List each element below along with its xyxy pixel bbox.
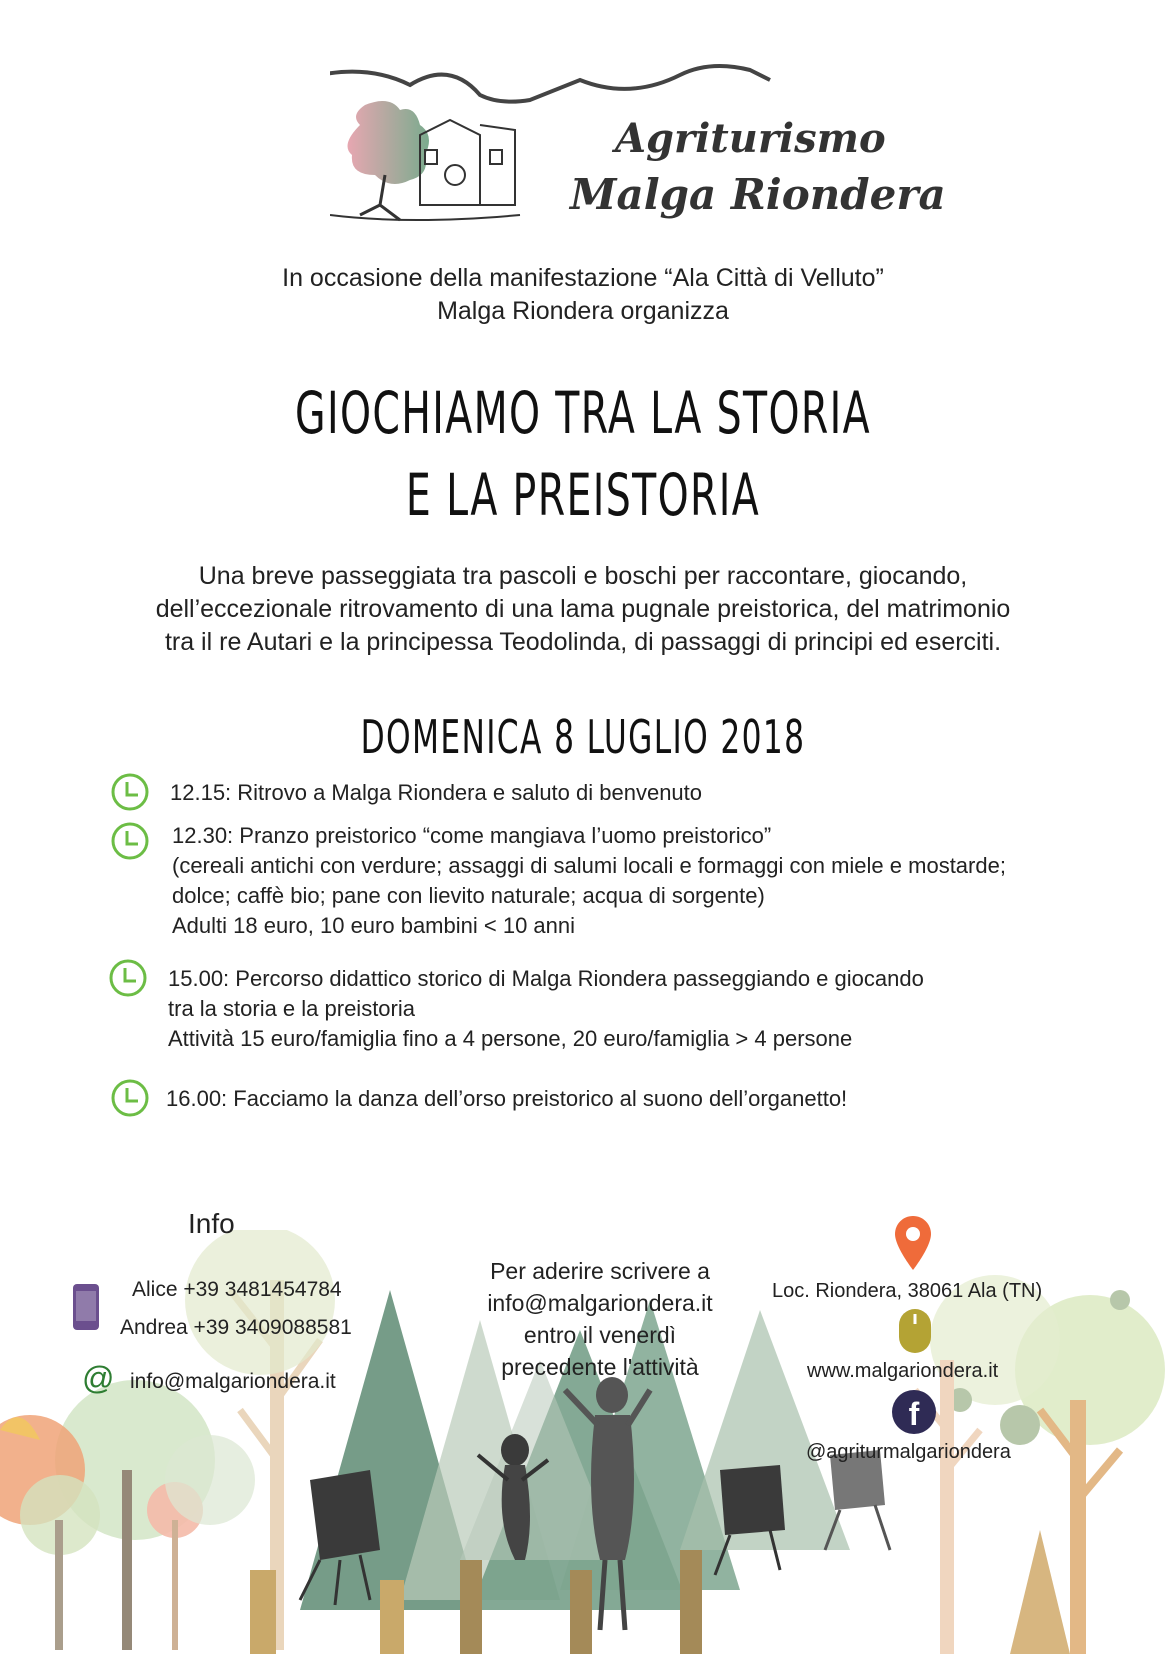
logo [330,55,946,245]
website-link[interactable]: www.malgariondera.it [807,1360,999,1382]
clock-icon [110,821,150,861]
clock-icon [110,772,150,812]
info-title: Info [188,1208,235,1239]
logo-text-agriturismo: Agriturismo [615,115,886,162]
clock-icon [110,1078,150,1118]
schedule-item [108,958,148,1003]
description-line-3: tra il re Autari e la principessa Teodolinda, di passaggi di principi ed eserciti. [164,628,1002,656]
location-pin-icon [894,1215,932,1271]
at-icon: @ [82,1360,115,1396]
schedule-line: 16.00: Facciamo la danza dell’orso preistorico al suono dell’organetto! [166,1086,848,1111]
schedule-item [110,772,150,817]
signup-email[interactable]: info@malgariondera.it [487,1290,713,1316]
mouse-icon [898,1308,932,1354]
facebook-handle[interactable]: @agriturmalgariondera [806,1441,1011,1463]
event-title [187,372,980,536]
schedule-line: Attività 15 euro/famiglia fino a 4 persone, 20 euro/famiglia > 4 persone [168,1026,853,1051]
signup-line-1: Per aderire scrivere a [490,1258,710,1284]
schedule-text-4 [166,1084,847,1114]
description-line-2: dell’eccezionale ritrovamento di una lama pugnale preistorica, del matrimonio [155,595,1011,623]
phone-icon [72,1283,100,1331]
schedule-line: 15.00: Percorso didattico storico di Malga Riondera passeggiando e giocando [168,966,924,991]
schedule-item [110,1078,150,1123]
schedule-line: 12.15: Ritrovo a Malga Riondera e saluto di benvenuto [170,780,703,805]
signup-instructions [450,1255,750,1383]
schedule-line: dolce; caffè bio; pane con lievito naturale; acqua di sorgente) [172,883,765,908]
description-line-1: Una breve passeggiata tra pascoli e boschi per raccontare, giocando, [198,562,968,590]
phone-andrea[interactable]: Andrea +39 3409088581 [120,1316,352,1339]
event-description [60,560,1106,659]
info-email[interactable]: info@malgariondera.it [130,1370,336,1393]
schedule-text-1 [170,778,702,808]
event-title-line-2: E LA PREISTORIA [405,461,761,529]
schedule-text-2 [172,821,1006,941]
logo-text-malga-riondera: Malga Riondera [570,170,946,219]
signup-line-3: entro il venerdì [523,1322,677,1348]
schedule-line: (cereali antichi con verdure; assaggi di salumi locali e formaggi con miele e mostarde; [172,853,1006,878]
facebook-icon[interactable] [892,1390,936,1434]
event-title-line-1: GIOCHIAMO TRA LA STORIA [295,379,871,447]
schedule-text-3 [168,964,924,1054]
intro-line-1: In occasione della manifestazione “Ala Città di Velluto” [282,264,884,292]
schedule-item [110,821,150,866]
schedule-line: tra la storia e la preistoria [168,996,415,1021]
clock-icon [108,958,148,998]
address: Loc. Riondera, 38061 Ala (TN) [772,1280,1043,1302]
phone-alice[interactable]: Alice +39 3481454784 [132,1278,342,1301]
signup-line-4: precedente l'attività [501,1354,699,1380]
facebook-letter: f [908,1396,920,1432]
schedule-line: 12.30: Pranzo preistorico “come mangiava l’uomo preistorico” [172,823,772,848]
intro-text [0,262,1166,328]
event-date: DOMENICA 8 LUGLIO 2018 [360,710,806,764]
intro-line-2: Malga Riondera organizza [437,297,729,325]
schedule-line: Adulti 18 euro, 10 euro bambini < 10 anni [172,913,576,938]
